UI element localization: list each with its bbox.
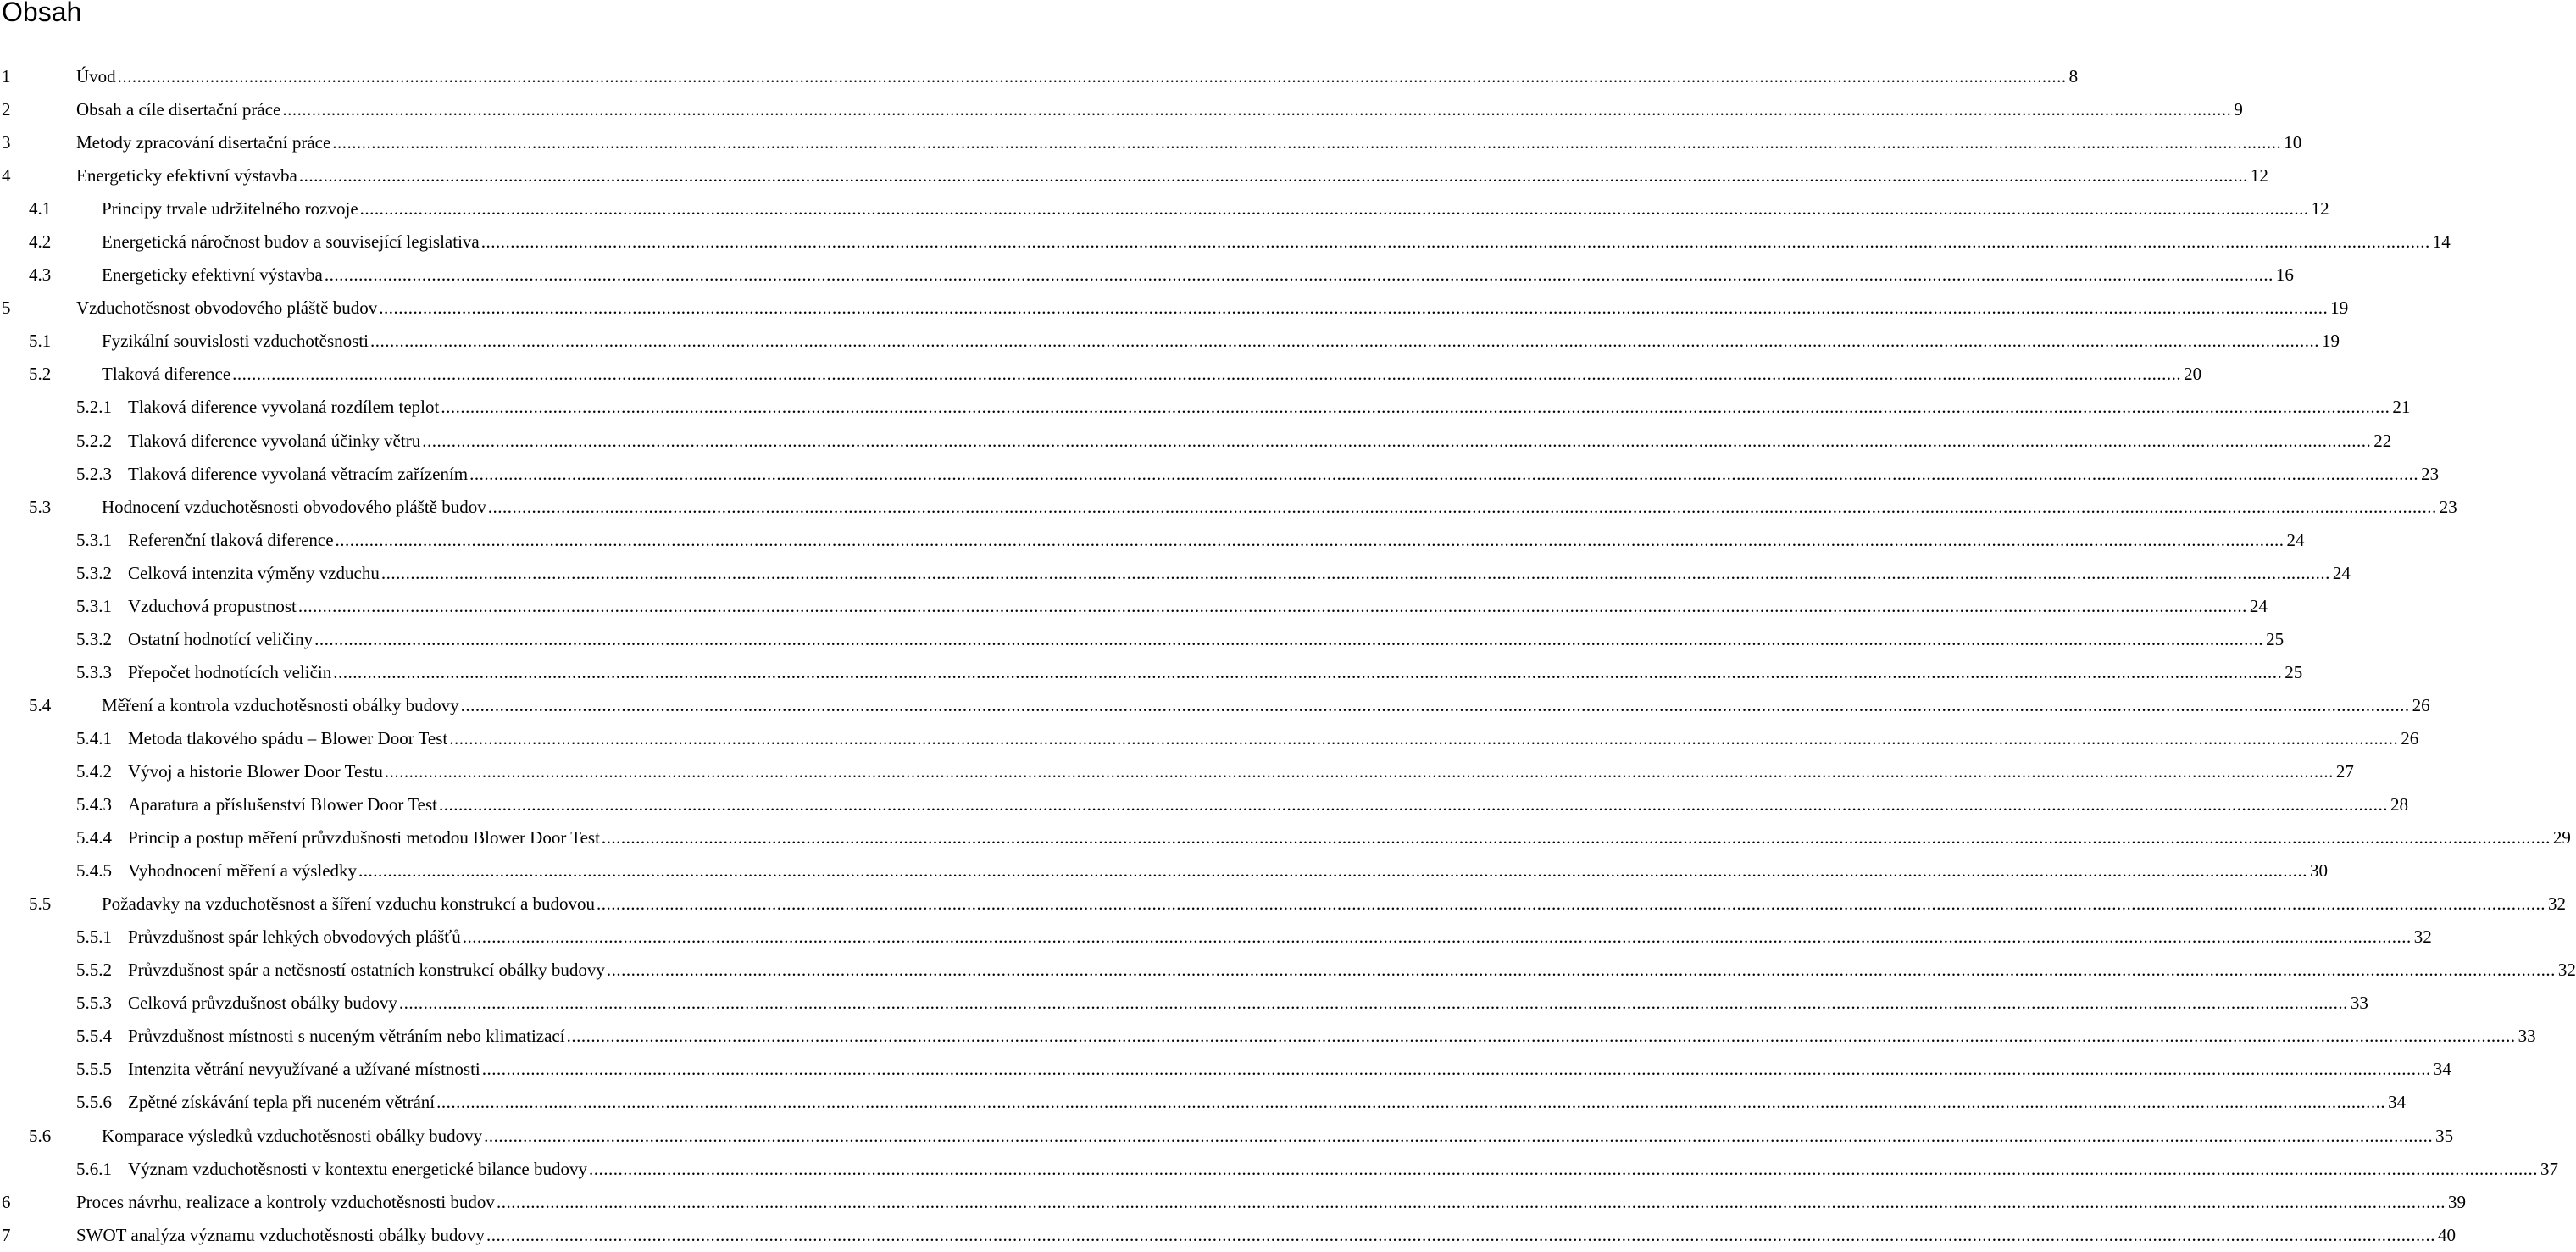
toc-entry-page: 28: [2390, 794, 2408, 815]
toc-entry-title: Principy trvale udržitelného rozvoje: [102, 198, 358, 220]
dot-leader: ................................................................................................................................................................................................................................................................................................................................................................................................................: [398, 993, 2348, 1014]
dot-leader: ................................................................................................................................................................................................................................................................................................................................................................................................................: [282, 99, 2232, 120]
dot-leader: ................................................................................................................................................................................................................................................................................................................................................................................................................: [370, 331, 2319, 352]
toc-entry[interactable]: [0, 689, 2430, 722]
toc-entry[interactable]: [0, 1219, 2456, 1252]
toc-entry-page: 35: [2435, 1125, 2454, 1146]
dot-leader: ................................................................................................................................................................................................................................................................................................................................................................................................................: [298, 165, 2248, 186]
toc-entry-page: 8: [2068, 66, 2079, 87]
toc-entry-number: 5.4.3: [76, 794, 112, 815]
toc-entry-page: 14: [2432, 231, 2451, 253]
dot-leader: ................................................................................................................................................................................................................................................................................................................................................................................................................: [597, 893, 2546, 915]
dot-leader: ................................................................................................................................................................................................................................................................................................................................................................................................................: [335, 529, 2285, 550]
toc-entry-number: 5.4: [29, 694, 52, 715]
toc-entry-title: Tlaková diference: [102, 364, 231, 385]
toc-entry[interactable]: [0, 1086, 2407, 1119]
dot-leader: ................................................................................................................................................................................................................................................................................................................................................................................................................: [462, 926, 2412, 948]
toc-entry-title: Ostatní hodnotící veličiny: [128, 628, 314, 649]
toc-entry-title: Úvod: [76, 66, 116, 87]
toc-entry-number: 5.5.4: [76, 1026, 112, 1047]
toc-entry-title: Princip a postup měření průvzdušnosti metodou Blower Door Test: [128, 827, 600, 849]
toc-entry[interactable]: [0, 921, 2432, 954]
toc-entry[interactable]: [0, 159, 2268, 192]
toc-entry-number: 5.4.5: [76, 860, 112, 882]
toc-entry-page: 10: [2284, 132, 2302, 153]
toc-entry-page: 9: [2234, 99, 2243, 120]
dot-leader: ................................................................................................................................................................................................................................................................................................................................................................................................................: [332, 132, 2282, 153]
dot-leader: ................................................................................................................................................................................................................................................................................................................................................................................................................: [438, 794, 2388, 815]
toc-entry-page: 21: [2392, 397, 2411, 418]
toc-entry-title: Celková intenzita výměny vzduchu: [128, 562, 380, 583]
toc-entry-number: 5.4.2: [76, 760, 112, 782]
toc-entry-number: 5.2.1: [76, 397, 112, 418]
toc-entry[interactable]: [0, 590, 2268, 623]
toc-entry-title: Měření a kontrola vzduchotěsnosti obálky budovy: [102, 694, 459, 715]
toc-entry[interactable]: [0, 491, 2457, 524]
dot-leader: ................................................................................................................................................................................................................................................................................................................................................................................................................: [314, 628, 2264, 649]
toc-entry-number: 1: [2, 66, 11, 86]
toc-entry-title: Tlaková diference vyvolaná rozdílem teplot: [128, 397, 440, 418]
dot-leader: ................................................................................................................................................................................................................................................................................................................................................................................................................: [384, 761, 2334, 782]
toc-entry[interactable]: [0, 656, 2303, 689]
toc-entry-number: 5.3.2: [76, 628, 112, 649]
toc-entry-number: 5.2.3: [76, 463, 112, 484]
toc-entry-page: 16: [2275, 264, 2294, 286]
toc-entry-number: 5.5.6: [76, 1092, 112, 1113]
dot-leader: ................................................................................................................................................................................................................................................................................................................................................................................................................: [379, 298, 2329, 319]
toc-entry-page: 37: [2540, 1158, 2558, 1179]
toc-entry[interactable]: [0, 821, 2571, 854]
dot-leader: ................................................................................................................................................................................................................................................................................................................................................................................................................: [359, 198, 2309, 220]
toc-entry-number: 4.2: [29, 231, 52, 253]
toc-entry[interactable]: [0, 425, 2392, 458]
toc-entry-page: 23: [2421, 463, 2440, 484]
toc-entry-page: 19: [2330, 298, 2349, 319]
dot-leader: ................................................................................................................................................................................................................................................................................................................................................................................................................: [449, 727, 2399, 748]
toc-entry[interactable]: [0, 391, 2411, 424]
toc-entry-title: Průvzdušnost spár a netěsností ostatních konstrukcí obálky budovy: [128, 960, 605, 981]
dot-leader: ................................................................................................................................................................................................................................................................................................................................................................................................................: [441, 397, 2390, 418]
toc-entry[interactable]: [0, 557, 2351, 590]
toc-entry[interactable]: [0, 358, 2202, 391]
toc-entry-title: Hodnocení vzduchotěsnosti obvodového pláště budov: [102, 496, 486, 517]
dot-leader: ................................................................................................................................................................................................................................................................................................................................................................................................................: [324, 264, 2273, 286]
toc-entry[interactable]: [0, 1153, 2558, 1186]
toc-entry-number: 5.3.1: [76, 529, 112, 550]
toc-entry-page: 34: [2388, 1092, 2407, 1113]
toc-entry-title: Intenzita větrání nevyužívané a užívané místnosti: [128, 1059, 480, 1080]
toc-entry-page: 39: [2447, 1191, 2466, 1212]
toc-entry-number: 5.1: [29, 331, 52, 352]
toc-entry-title: Význam vzduchotěsnosti v kontextu energetické bilance budovy: [128, 1158, 587, 1179]
toc-entry-number: 5.5.1: [76, 926, 112, 948]
toc-entry-title: Aparatura a příslušenství Blower Door Test: [128, 794, 437, 815]
dot-leader: ................................................................................................................................................................................................................................................................................................................................................................................................................: [232, 364, 2182, 385]
toc-entry[interactable]: [0, 93, 2243, 126]
toc-entry-title: Obsah a cíle disertační práce: [76, 99, 281, 120]
toc-entry[interactable]: [0, 458, 2440, 491]
toc-entry-title: Energetická náročnost budov a související legislativa: [102, 231, 480, 253]
toc-entry[interactable]: [0, 292, 2349, 325]
toc-entry[interactable]: [0, 888, 2567, 921]
toc-entry-page: 19: [2322, 331, 2340, 352]
toc-entry[interactable]: [0, 788, 2408, 821]
toc-entry-number: 6: [2, 1191, 11, 1212]
toc-entry-number: 5.6: [29, 1125, 52, 1146]
table-of-contents: [0, 60, 2576, 1252]
dot-leader: ................................................................................................................................................................................................................................................................................................................................................................................................................: [496, 1191, 2446, 1212]
toc-entry[interactable]: [0, 524, 2305, 557]
toc-entry-page: 20: [2184, 364, 2202, 385]
toc-entry-title: Komparace výsledků vzduchotěsnosti obálky budovy: [102, 1125, 483, 1146]
dot-leader: ................................................................................................................................................................................................................................................................................................................................................................................................................: [480, 231, 2430, 253]
toc-entry-page: 33: [2518, 1026, 2536, 1047]
dot-leader: ................................................................................................................................................................................................................................................................................................................................................................................................................: [486, 1224, 2435, 1245]
toc-entry[interactable]: [0, 60, 2079, 93]
toc-entry[interactable]: [0, 192, 2329, 225]
dot-leader: ................................................................................................................................................................................................................................................................................................................................................................................................................: [380, 562, 2330, 583]
toc-entry[interactable]: [0, 1053, 2451, 1086]
toc-entry-title: Tlaková diference vyvolaná účinky větru: [128, 430, 421, 451]
toc-entry-page: 32: [2413, 926, 2432, 948]
toc-entry-page: 29: [2552, 827, 2571, 849]
toc-entry[interactable]: [0, 1120, 2454, 1153]
toc-entry-title: Přepočet hodnotících veličin: [128, 661, 332, 682]
dot-leader: ................................................................................................................................................................................................................................................................................................................................................................................................................: [484, 1125, 2434, 1146]
toc-entry-title: Vzduchová propustnost: [128, 595, 297, 616]
toc-entry-number: 5: [2, 298, 11, 319]
toc-entry-page: 24: [2286, 529, 2305, 550]
dot-leader: ................................................................................................................................................................................................................................................................................................................................................................................................................: [588, 1158, 2538, 1179]
toc-entry-page: 34: [2433, 1059, 2451, 1080]
toc-entry-title: Zpětné získávání tepla při nuceném větrání: [128, 1092, 436, 1113]
dot-leader: ................................................................................................................................................................................................................................................................................................................................................................................................................: [601, 827, 2551, 849]
toc-entry[interactable]: [0, 225, 2451, 259]
toc-entry-title: Průvzdušnost spár lehkých obvodových plášťů: [128, 926, 461, 948]
toc-entry-page: 33: [2350, 993, 2368, 1014]
dot-leader: ................................................................................................................................................................................................................................................................................................................................................................................................................: [333, 661, 2283, 682]
toc-entry-title: Tlaková diference vyvolaná větracím zařízením: [128, 463, 469, 484]
toc-entry-title: Metoda tlakového spádu – Blower Door Test: [128, 727, 448, 748]
toc-entry[interactable]: [0, 987, 2368, 1020]
toc-entry-page: 24: [2249, 595, 2268, 616]
dot-leader: ................................................................................................................................................................................................................................................................................................................................................................................................................: [358, 860, 2308, 882]
toc-entry-page: 24: [2332, 562, 2351, 583]
toc-entry[interactable]: [0, 854, 2329, 888]
dot-leader: ................................................................................................................................................................................................................................................................................................................................................................................................................: [422, 430, 2372, 451]
toc-entry[interactable]: [0, 1186, 2466, 1219]
toc-entry-page: 12: [2250, 165, 2268, 186]
toc-entry-title: Energeticky efektivní výstavba: [102, 264, 323, 286]
toc-entry-number: 5.3.3: [76, 661, 112, 682]
toc-entry-number: 5.3.1: [76, 595, 112, 616]
toc-entry-title: Celková průvzdušnost obálky budovy: [128, 993, 397, 1014]
toc-entry-number: 5.6.1: [76, 1158, 112, 1179]
toc-entry[interactable]: [0, 259, 2294, 292]
toc-entry-number: 2: [2, 99, 11, 120]
toc-entry[interactable]: [0, 126, 2302, 159]
toc-entry-page: 12: [2311, 198, 2329, 220]
toc-entry-title: Energeticky efektivní výstavba: [76, 165, 297, 186]
toc-entry-number: 4: [2, 165, 11, 186]
toc-entry-page: 26: [2412, 694, 2430, 715]
dot-leader: ................................................................................................................................................................................................................................................................................................................................................................................................................: [469, 463, 2419, 484]
dot-leader: ................................................................................................................................................................................................................................................................................................................................................................................................................: [566, 1026, 2516, 1047]
page-title: Obsah: [2, 0, 82, 27]
toc-entry-number: 5.5.5: [76, 1059, 112, 1080]
toc-entry-page: 30: [2310, 860, 2329, 882]
toc-entry-title: Vyhodnocení měření a výsledky: [128, 860, 358, 882]
toc-entry[interactable]: [0, 954, 2576, 987]
toc-entry-page: 25: [2285, 661, 2303, 682]
toc-entry-title: SWOT analýza významu vzduchotěsnosti obálky budovy: [76, 1224, 485, 1245]
toc-entry-page: 23: [2439, 496, 2457, 517]
toc-entry[interactable]: [0, 325, 2340, 358]
toc-entry-number: 5.3.2: [76, 562, 112, 583]
toc-entry-title: Vývoj a historie Blower Door Testu: [128, 761, 383, 782]
toc-entry-title: Fyzikální souvislosti vzduchotěsnosti: [102, 331, 369, 352]
dot-leader: ................................................................................................................................................................................................................................................................................................................................................................................................................: [117, 66, 2067, 87]
toc-entry-number: 7: [2, 1224, 11, 1245]
toc-entry[interactable]: [0, 1020, 2536, 1053]
dot-leader: ................................................................................................................................................................................................................................................................................................................................................................................................................: [460, 694, 2410, 715]
toc-entry-title: Požadavky na vzduchotěsnost a šíření vzduchu konstrukcí a budovou: [102, 893, 596, 915]
toc-entry-number: 4.3: [29, 264, 52, 286]
toc-entry-number: 5.3: [29, 496, 52, 517]
dot-leader: ................................................................................................................................................................................................................................................................................................................................................................................................................: [481, 1059, 2431, 1080]
toc-entry-page: 32: [2557, 960, 2576, 981]
toc-entry[interactable]: [0, 722, 2419, 755]
dot-leader: ................................................................................................................................................................................................................................................................................................................................................................................................................: [297, 595, 2247, 616]
toc-entry-number: 5.5.3: [76, 993, 112, 1014]
toc-entry-page: 32: [2548, 893, 2567, 915]
toc-entry-number: 5.4.4: [76, 827, 112, 849]
toc-entry-page: 22: [2373, 430, 2392, 451]
toc-entry-number: 4.1: [29, 198, 52, 220]
toc-entry-page: 27: [2335, 761, 2354, 782]
toc-entry-title: Proces návrhu, realizace a kontroly vzduchotěsnosti budov: [76, 1191, 495, 1212]
toc-entry-number: 5.2: [29, 364, 52, 385]
toc-entry-number: 5.5.2: [76, 960, 112, 981]
toc-entry[interactable]: [0, 755, 2354, 788]
dot-leader: ................................................................................................................................................................................................................................................................................................................................................................................................................: [436, 1092, 2386, 1113]
toc-entry-title: Metody zpracování disertační práce: [76, 132, 331, 153]
toc-entry-title: Referenční tlaková diference: [128, 529, 334, 550]
toc-entry-number: 5.2.2: [76, 430, 112, 451]
toc-entry-page: 25: [2266, 628, 2285, 649]
toc-entry-page: 26: [2401, 727, 2419, 748]
dot-leader: ................................................................................................................................................................................................................................................................................................................................................................................................................: [606, 960, 2556, 981]
toc-entry-page: 40: [2437, 1224, 2456, 1245]
toc-entry-number: 5.4.1: [76, 727, 112, 748]
toc-entry[interactable]: [0, 623, 2285, 656]
toc-entry-number: 5.5: [29, 893, 52, 915]
dot-leader: ................................................................................................................................................................................................................................................................................................................................................................................................................: [487, 496, 2437, 517]
toc-entry-title: Vzduchotěsnost obvodového pláště budov: [76, 298, 378, 319]
toc-entry-number: 3: [2, 132, 11, 153]
toc-entry-title: Průvzdušnost místnosti s nuceným větráním nebo klimatizací: [128, 1026, 565, 1047]
